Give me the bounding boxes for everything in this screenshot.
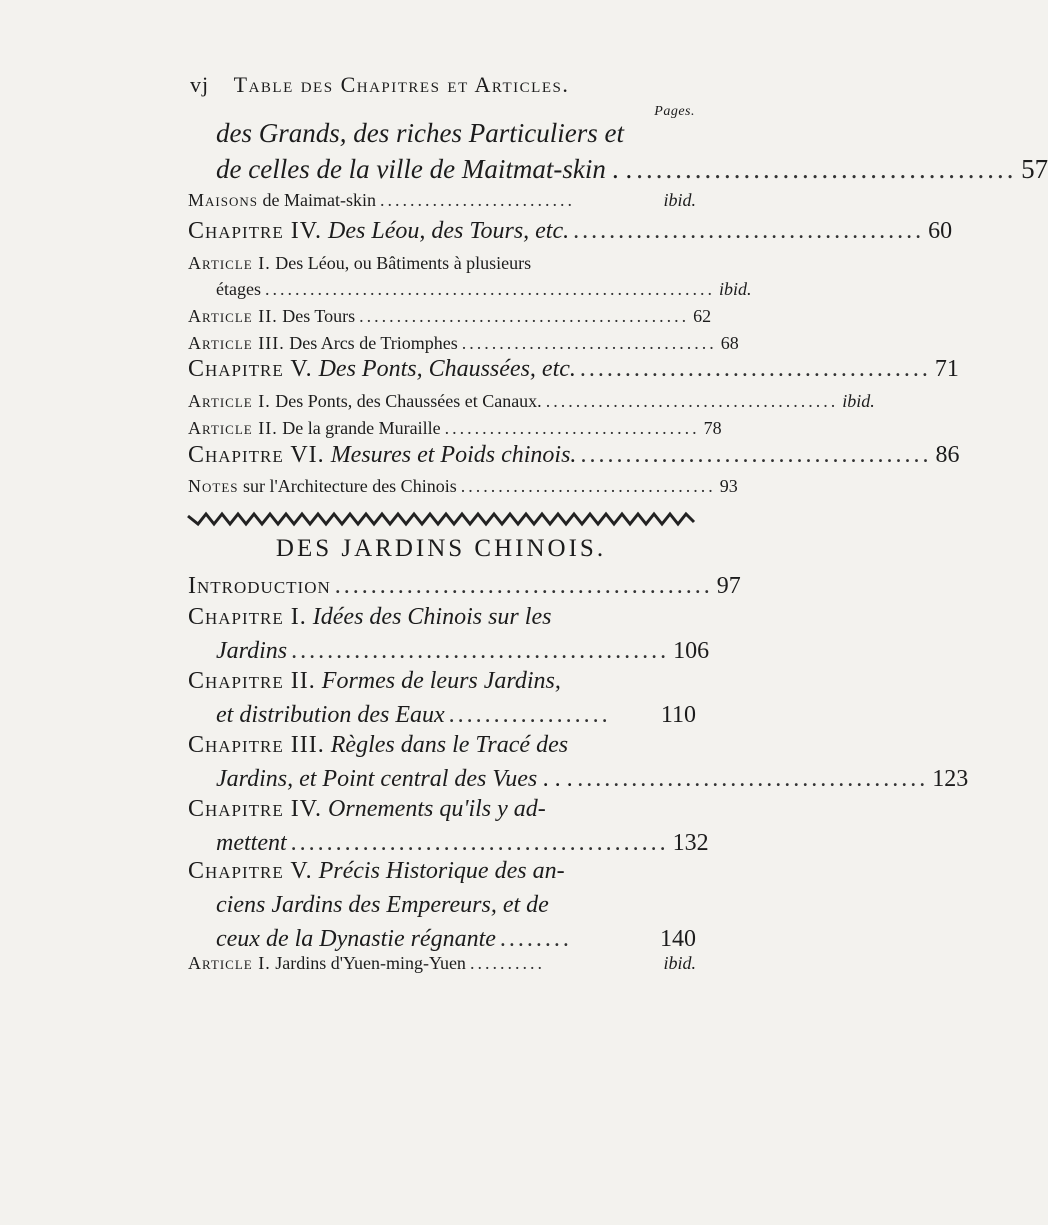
entry-label: Chapitre III. — [188, 732, 325, 758]
entry-label: Chapitre II. — [188, 668, 316, 694]
entry-text: Jardins — [216, 638, 288, 664]
entry-text: sur l'Architecture des Chinois — [243, 476, 457, 496]
page-ref: 97 — [716, 573, 741, 599]
entry-text: Mesures et Poids chinois. — [330, 442, 577, 468]
entry-label: Article II. — [188, 418, 278, 438]
page-ref: ibid. — [718, 279, 752, 299]
page-ref: ibid. — [663, 953, 696, 973]
toc-entry-jardins-chapitre-1: Chapitre I. Idées des Chinois sur les Jardins .......................................... 106 — [188, 604, 710, 664]
entry-text: Des Arcs de Triomphes — [289, 333, 458, 353]
toc-entry-article-1-leou: Article I. Des Léou, ou Bâtiments à plusieurs étages ............................................................ ibid. — [188, 253, 752, 299]
entry-label: Article I. — [188, 953, 271, 973]
toc-entry-article-2-tours: Article II. Des Tours ............................................ 62 — [188, 306, 712, 326]
entry-label: Chapitre V. — [188, 858, 313, 884]
page-ref: 62 — [693, 306, 712, 326]
section-title: DES JARDINS CHINOIS. — [275, 535, 607, 562]
toc-entry-notes: Notes sur l'Architecture des Chinois .................................. 93 — [188, 476, 738, 496]
page-number: vj — [190, 72, 210, 97]
entry-label: Chapitre IV. — [188, 796, 323, 822]
entry-label: Article II. — [188, 306, 278, 326]
entry-label: Chapitre IV. — [188, 218, 323, 244]
page-ref: 110 — [660, 702, 696, 728]
entry-text: Des Léou, des Tours, etc. — [328, 218, 570, 244]
entry-text: Des Tours — [282, 306, 356, 326]
entry-label: Article I. — [188, 253, 271, 273]
entry-text: Formes de leurs Jardins, — [321, 668, 561, 694]
entry-label: Chapitre VI. — [188, 442, 325, 468]
page-ref: 60 — [928, 218, 953, 244]
entry-label: Chapitre I. — [188, 604, 307, 630]
toc-entry-chapitre-5: Chapitre V. Des Ponts, Chaussées, etc. ....................................... 71 — [188, 356, 959, 382]
page-ref: 132 — [672, 830, 709, 856]
toc-entry-jardins-chapitre-5: Chapitre V. Précis Historique des an- ciens Jardins des Empereurs, et de ceux de la Dynastie régnante ........ 140 — [188, 858, 696, 952]
entry-label: Maisons — [188, 190, 258, 210]
toc-entry-grands: des Grands, des riches Particuliers et de celles de la ville de Maitmat-skin . . ....................................... 57 — [216, 118, 1048, 184]
toc-entry-jardins-chapitre-2: Chapitre II. Formes de leurs Jardins, et distribution des Eaux .................. 110 — [188, 668, 696, 728]
entry-text: Précis Historique des an- — [318, 858, 565, 884]
toc-entry-maisons: Maisons de Maimat-skin .......................... ibid. — [188, 190, 696, 210]
entry-label: Notes — [188, 476, 239, 496]
entry-text: de celles de la ville de Maitmat-skin . . — [216, 154, 633, 184]
toc-entry-article-3-arcs: Article III. Des Arcs de Triomphes .................................. 68 — [188, 333, 739, 353]
toc-entry-jardins-chapitre-3: Chapitre III. Règles dans le Tracé des Jardins, et Point central des Vues . . . ....................................... 123 — [188, 732, 969, 792]
entry-label: Chapitre V. — [188, 356, 313, 382]
page-title: Table des Chapitres et Articles. — [233, 72, 570, 97]
entry-text: Jardins d'Yuen-ming-Yuen — [275, 953, 466, 973]
page-ref: 106 — [673, 638, 710, 664]
page-ref: 78 — [703, 418, 722, 438]
toc-entry-chapitre-4: Chapitre IV. Des Léou, des Tours, etc. ....................................... 60 — [188, 218, 953, 244]
entry-text: Des Ponts, Chaussées, etc. — [318, 356, 576, 382]
entry-text: étages — [216, 279, 261, 299]
toc-entry-introduction: Introduction .......................................... 97 — [188, 573, 741, 599]
toc-entry-article-2-muraille: Article II. De la grande Muraille .................................. 78 — [188, 418, 722, 438]
entry-text: des Grands, des riches Particuliers et — [216, 118, 624, 148]
page-ref: 68 — [720, 333, 739, 353]
page-ref: ibid. — [842, 391, 875, 411]
page-ref: 140 — [660, 926, 696, 952]
entry-text: Règles dans le Tracé des — [330, 732, 569, 758]
pages-column-label: Pages. — [654, 104, 695, 119]
entry-text: Ornements qu'ils y ad- — [328, 796, 546, 822]
entry-text: Des Ponts, des Chaussées et Canaux. — [275, 391, 542, 411]
ornamental-rule — [188, 508, 694, 530]
entry-text: mettent — [216, 830, 287, 856]
toc-entry-jardins-chapitre-4: Chapitre IV. Ornements qu'ils y ad- mettent .......................................... 132 — [188, 796, 709, 856]
page-ref: 93 — [719, 476, 738, 496]
page-ref: 123 — [932, 766, 969, 792]
toc-entry-article-1-ponts: Article I. Des Ponts, des Chaussées et Canaux. ....................................... ibid. — [188, 391, 875, 411]
entry-text: Des Léou, ou Bâtiments à plusieurs — [275, 253, 532, 273]
entry-text: ceux de la Dynastie régnante — [216, 926, 496, 952]
running-head — [190, 72, 710, 98]
toc-entry-jardins-article-1: Article I. Jardins d'Yuen-ming-Yuen .......... ibid. — [188, 953, 696, 973]
entry-label: Article III. — [188, 333, 285, 353]
page-ref: ibid. — [663, 190, 696, 210]
page-ref: 86 — [935, 442, 960, 468]
page-ref: 57 — [1021, 154, 1048, 184]
entry-text: Jardins, et Point central des Vues . . . — [216, 766, 574, 792]
entry-text: de Maimat-skin — [262, 190, 376, 210]
entry-text: ciens Jardins des Empereurs, et de — [216, 892, 549, 918]
entry-label: Article I. — [188, 391, 271, 411]
toc-entry-chapitre-6: Chapitre VI. Mesures et Poids chinois. ....................................... 86 — [188, 442, 960, 468]
page-ref: 71 — [934, 356, 959, 382]
entry-text: Idées des Chinois sur les — [312, 604, 552, 630]
entry-text: et distribution des Eaux — [216, 702, 445, 728]
entry-label: Introduction — [188, 573, 331, 599]
entry-text: De la grande Muraille — [282, 418, 441, 438]
